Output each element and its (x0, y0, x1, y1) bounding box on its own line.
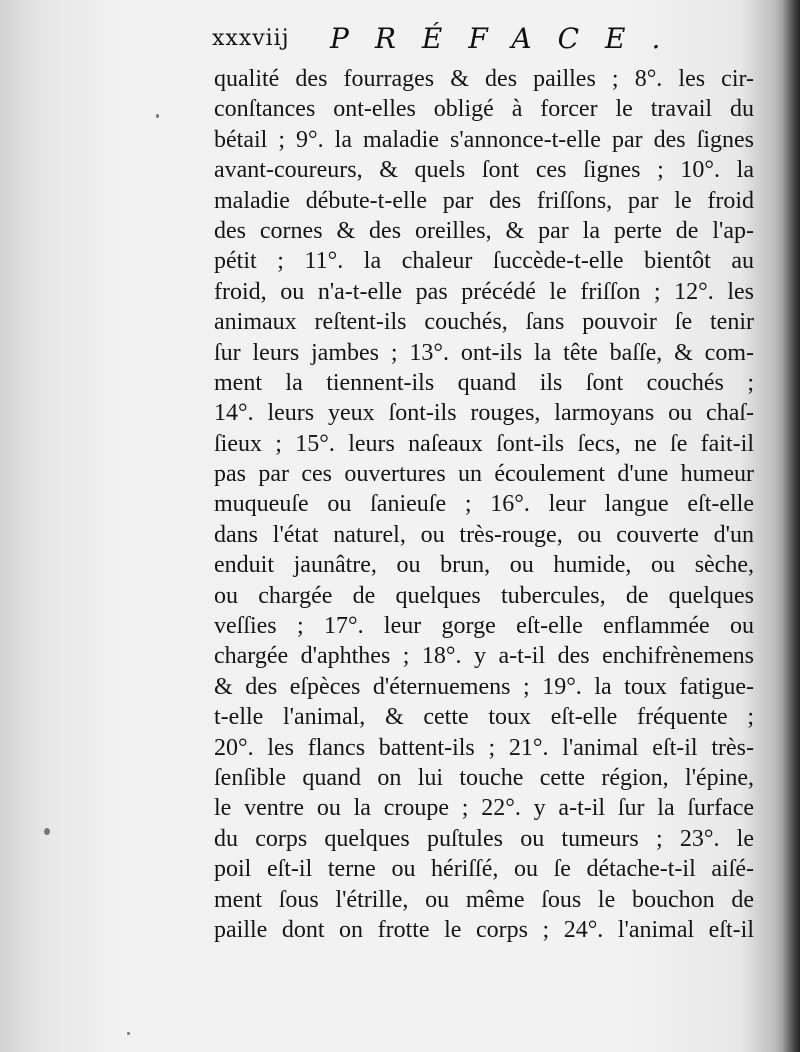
paper-speck (44, 828, 50, 835)
text-line: qualité des fourrages & des pailles ; 8°. les cir- (214, 66, 754, 92)
text-line: pétit ; 11°. la chaleur ſuccède-t-elle bientôt au (214, 248, 754, 275)
running-title: PRÉFACE. (330, 22, 687, 55)
paper-speck (127, 1032, 130, 1035)
text-line: poil eſt-il terne ou hériſſé, ou ſe détache-t-il aiſé- (214, 856, 754, 883)
text-line: ſenſible quand on lui touche cette région, l'épine, (214, 764, 754, 791)
text-line: ſieux ; 15°. leurs naſeaux ſont-ils ſecs, ne ſe fait-il (214, 430, 754, 457)
body-text (214, 64, 754, 945)
text-line: pas par ces ouvertures un écoulement d'une humeur (214, 461, 754, 488)
page-number: xxxviij (212, 26, 290, 51)
text-line: bétail ; 9°. la maladie s'annonce-t-elle par des ſignes (214, 126, 754, 153)
paper-speck (156, 114, 159, 118)
text-line: ment la tiennent-ils quand ils ſont couchés ; (214, 369, 754, 396)
text-line: dans l'état naturel, ou très-rouge, ou couverte d'un (214, 521, 754, 548)
text-line: le ventre ou la croupe ; 22°. y a-t-il ſur la ſurface (214, 795, 754, 822)
text-line: ſur leurs jambes ; 13°. ont-ils la tête baſſe, & com- (214, 339, 754, 366)
text-line: 20°. les flancs battent-ils ; 21°. l'animal eſt-il très- (214, 734, 754, 761)
gutter-shadow (782, 0, 800, 1052)
text-line: avant-coureurs, & quels ſont ces ſignes ; 10°. la (214, 157, 754, 184)
text-line: enduit jaunâtre, ou brun, ou humide, ou sèche, (214, 552, 754, 579)
text-line: animaux reſtent-ils couchés, ſans pouvoir ſe tenir (214, 309, 754, 336)
page-header (212, 18, 772, 58)
text-line: veſſies ; 17°. leur gorge eſt-elle enflammée ou (214, 613, 754, 640)
text-line: 14°. leurs yeux ſont-ils rouges, larmoyans ou chaſ- (214, 400, 754, 427)
text-line: ment ſous l'étrille, ou même ſous le bouchon de (214, 886, 754, 913)
text-line: paille dont on frotte le corps ; 24°. l'animal eſt-il (214, 916, 754, 943)
text-line: t-elle l'animal, & cette toux eſt-elle fréquente ; (214, 704, 754, 731)
text-line: muqueuſe ou ſanieuſe ; 16°. leur langue eſt-elle (214, 491, 754, 518)
text-line: conſtances ont-elles obligé à forcer le travail du (214, 96, 754, 123)
text-line: maladie débute-t-elle par des friſſons, par le froid (214, 187, 754, 214)
text-line: du corps quelques puſtules ou tumeurs ; 23°. le (214, 825, 754, 852)
text-line: chargée d'aphthes ; 18°. y a-t-il des enchifrènemens (214, 643, 754, 670)
text-line: froid, ou n'a-t-elle pas précédé le friſſon ; 12°. les (214, 278, 754, 305)
text-line: & des eſpèces d'éternuemens ; 19°. la toux fatigue- (214, 673, 754, 700)
text-line: des cornes & des oreilles, & par la perte de l'ap- (214, 217, 754, 244)
text-line: ou chargée de quelques tubercules, de quelques (214, 582, 754, 609)
